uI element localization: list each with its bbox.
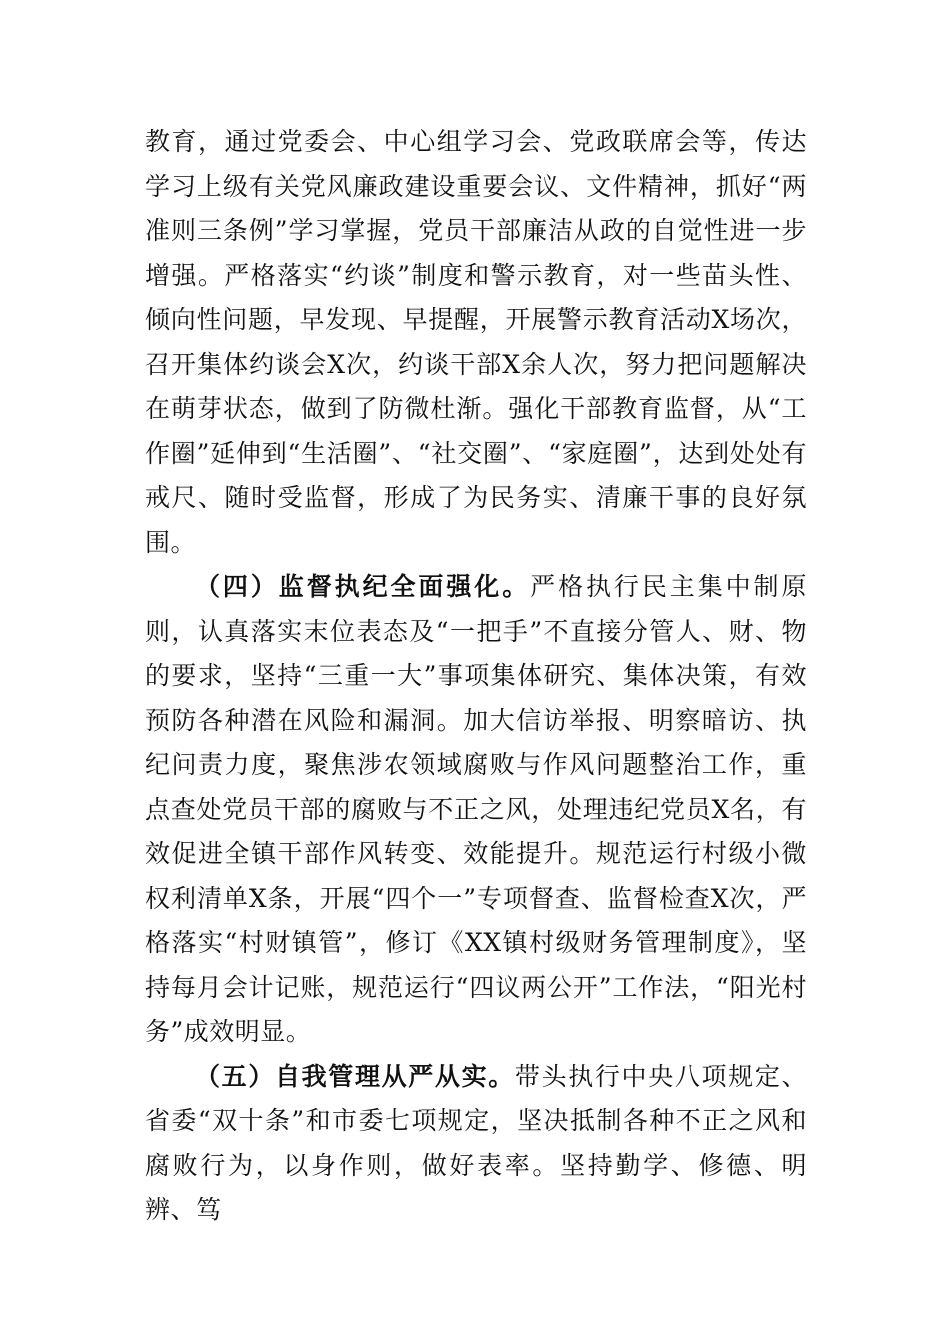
paragraph-supervision (145, 565, 807, 1055)
paragraph-text: 严格执行民主集中制原则，认真落实末位表态及“一把手”不直接分管人、财、物的要求，坚持“三重一大”事项集体研究、集体决策，有效预防各种潜在风险和漏洞。加大信访举报、明察暗访、执纪问责力度，聚焦涉农领域腐败与作风问题整治工作，重点查处党员干部的腐败与不正之风，处理违纪党员X名，有效促进全镇干部作风转变、效能提升。规范运行村级小微权利清单X条，开展“四个一”专项督查、监督检查X次，严格落实“村财镇管”，修订《XX镇村级财务管理制度》，坚持每月会计记账，规范运行“四议两公开”工作法，“阳光村务”成效明显。 (145, 572, 807, 1046)
document-body (145, 120, 807, 1233)
paragraph-text: 教育，通过党委会、中心组学习会、党政联席会等，传达学习上级有关党风廉政建设重要会议、文件精神，抓好“两准则三条例”学习掌握，党员干部廉洁从政的自觉性进一步增强。严格落实“约谈”制度和警示教育，对一些苗头性、倾向性问题，早发现、早提醒，开展警示教育活动X场次，召开集体约谈会X次，约谈干部X余人次，努力把问题解决在萌芽状态，做到了防微杜渐。强化干部教育监督，从“工作圈”延伸到“生活圈”、“社交圈”、“家庭圈”，达到处处有戒尺、随时受监督，形成了为民务实、清廉干事的良好氛围。 (145, 127, 807, 557)
paragraph-text: 带头执行中央八项规定、省委“双十条”和市委七项规定，坚决抵制各种不正之风和腐败行为，以身作则，做好表率。坚持勤学、修德、明辨、笃 (145, 1061, 807, 1224)
section-heading-5: （五）自我管理从严从实。 (195, 1061, 515, 1091)
section-heading-4: （四）监督执纪全面强化。 (195, 572, 531, 601)
paragraph-self-management (145, 1055, 807, 1233)
paragraph-continued (145, 120, 807, 565)
